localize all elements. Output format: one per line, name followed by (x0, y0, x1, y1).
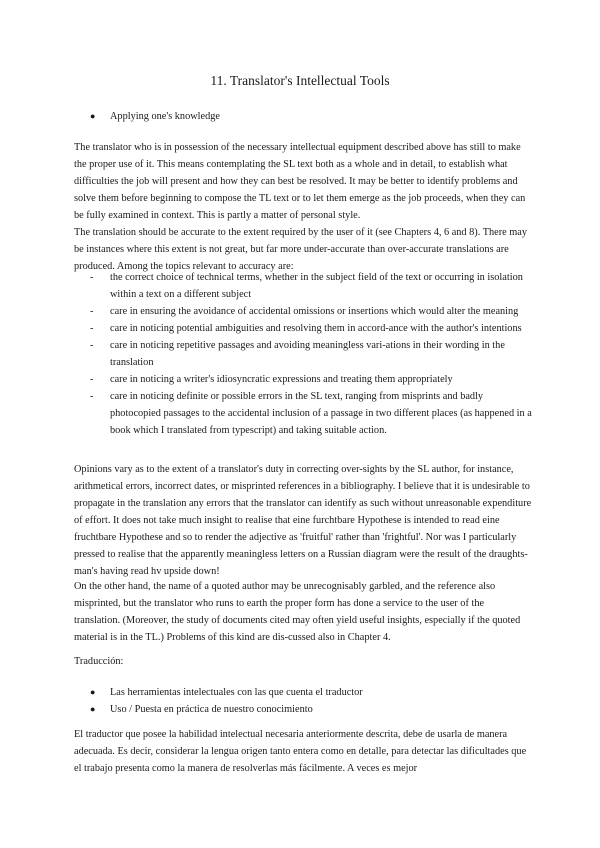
list-item-text: care in ensuring the avoidance of accidental omissions or insertions which would alter the meaning (110, 306, 519, 317)
traduccion-label: Traducción: (74, 656, 124, 667)
dash-icon: - (90, 340, 94, 351)
paragraph-5: El traductor que posee la habilidad intelectual necesaria anteriormente descrita, debe de usarla de manera adecuada. Es decir, considerar la lengua origen tanto entera como en detalle, para detectar las dificultades que el trabajo presenta como la manera de resolverlas más fácilmente. A veces es mejor (74, 729, 527, 774)
list-item (90, 684, 530, 701)
bullet-text: Las herramientas intelectuales con las que cuenta el traductor (110, 687, 363, 698)
list-item-text: care in noticing a writer's idiosyncratic expressions and treating them appropriately (110, 374, 453, 385)
dash-icon: - (90, 272, 94, 283)
list-item (90, 108, 530, 125)
list-item-text: care in noticing potential ambiguities and resolving them in accord-ance with the author's intentions (110, 323, 522, 334)
paragraph-1: The translator who is in possession of the necessary intellectual equipment described above has still to make the proper use of it. This means contemplating the SL text both as a whole and in detail, to establish what difficulties the job will present and how they can best be resolved. It may be better to identify problems and solve them before beginning to compose the TL text or to let them emerge as the job proceeds, when they can be fully examined in context. This is partly a matter of personal style. (74, 142, 526, 221)
bullet-list-es (90, 684, 530, 718)
bullet-text: Applying one's knowledge (110, 111, 220, 122)
bullet-icon: ● (90, 111, 96, 121)
list-item (90, 320, 532, 337)
dash-icon: - (90, 306, 94, 317)
page-title: 11. Translator's Intellectual Tools (210, 73, 390, 88)
list-item-text: care in noticing repetitive passages and avoiding meaningless vari-ations in their wording in the translation (110, 340, 505, 368)
paragraph-2: The translation should be accurate to the extent required by the user of it (see Chapters 4, 6 and 8). There may be instances where this extent is not great, but far more under-accurate than over-accurate translations are produced. Among the topics relevant to accuracy are: (74, 227, 528, 272)
dash-icon: - (90, 323, 94, 334)
list-item (90, 303, 532, 320)
paragraph-3: Opinions vary as to the extent of a translator's duty in correcting over-sights by the SL author, for instance, arithmetical errors, incorrect dates, or misprinted references in a bibliography. I believe that it is undesirable to propagate in the translation any errors that the translator can identify as such without unreasonable expenditure of effort. It does not take much insight to realise that eine furchtbare Hypothese is intended to read eine fruchtbare Hypothese and so to render the adjective as 'fruitful' rather than 'frightful'. Nor was I particularly pressed to realise that the apparently meaningless letters on a Russian diagram were the result of the draughts-man's having read hv upside down! (74, 464, 532, 577)
bullet-icon: ● (90, 704, 96, 714)
list-item (90, 388, 532, 439)
list-item (90, 337, 532, 371)
dash-icon: - (90, 374, 94, 385)
bullet-icon: ● (90, 687, 96, 697)
bullet-list-en (90, 108, 530, 125)
list-item (90, 269, 532, 303)
paragraph-4: On the other hand, the name of a quoted author may be unrecognisably garbled, and the reference also misprinted, but the translator who runs to earth the proper form has done a service to the user of the translation. (Moreover, the study of documents cited may often yield useful insights, especially if the quoted material is in the TL.) Problems of this kind are dis-cussed also in Chapter 4. (74, 581, 521, 643)
list-item (90, 371, 532, 388)
list-item-text: the correct choice of technical terms, whether in the subject field of the text or occurring in isolation within a text on a different subject (110, 272, 523, 300)
list-item (90, 701, 530, 718)
accuracy-topics-list (90, 269, 532, 439)
bullet-text: Uso / Puesta en práctica de nuestro conocimiento (110, 704, 313, 715)
list-item-text: care in noticing definite or possible errors in the SL text, ranging from misprints and badly photocopied passages to the accidental inclusion of a passage in two different places (as happened in a book which I translated from typescript) and taking suitable action. (110, 391, 532, 436)
dash-icon: - (90, 391, 94, 402)
